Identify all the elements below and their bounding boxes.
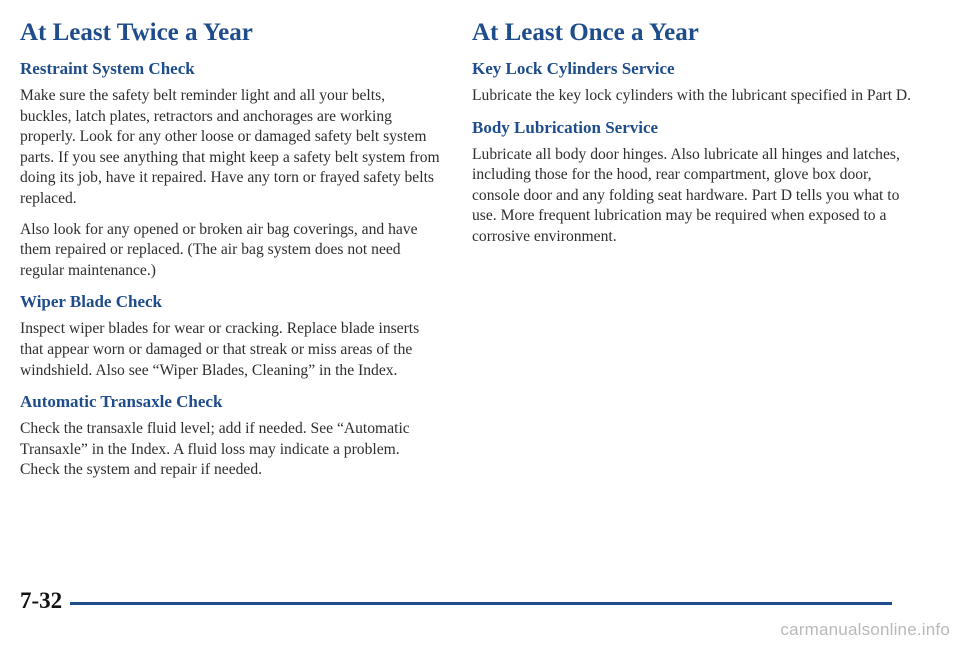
paragraph: Lubricate all body door hinges. Also lubricate all hinges and latches, including those for the hood, rear compartment, glove box door, console door and any folding seat hardware. Part D tells you what to use. More frequent lubrication may be required when exposed to a corrosive environment.	[472, 145, 900, 245]
section-title-wiper: Wiper Blade Check	[20, 292, 162, 312]
key-lock-section	[472, 58, 912, 107]
section-title-body-lubrication: Body Lubrication Service	[472, 117, 659, 137]
section-title-transaxle: Automatic Transaxle Check	[20, 392, 223, 412]
paragraph: Lubricate the key lock cylinders with the lubricant specified in Part D.	[472, 87, 912, 104]
right-column	[472, 18, 912, 258]
page-number: 7-32	[20, 588, 63, 613]
restraint-section	[20, 58, 440, 281]
section-title-key-lock: Key Lock Cylinders Service	[472, 59, 675, 78]
paragraph: Inspect wiper blades for wear or cracking. Replace blade inserts that appear worn or damaged or that streak or miss areas of the windshield. Also see “Wiper Blades, Cleaning” in the Index.	[20, 320, 420, 379]
footer-rule	[70, 602, 892, 605]
section-title-restraint: Restraint System Check	[20, 59, 195, 78]
paragraph: Check the transaxle fluid level; add if needed. See “Automatic Transaxle” in the Index. A fluid loss may indicate a problem. Check the system and repair if needed.	[20, 420, 410, 479]
watermark: carmanualsonline.info	[780, 620, 950, 639]
left-column	[20, 18, 440, 491]
page-footer	[20, 584, 892, 618]
right-heading: At Least Once a Year	[472, 19, 699, 46]
paragraph: Make sure the safety belt reminder light and all your belts, buckles, latch plates, retractors and anchorages are working properly. Look for any other loose or damaged safety belt system parts. If you see anything that might keep a safety belt system from doing its job, have it repaired. Have any torn or frayed safety belts replaced.	[20, 87, 440, 207]
wiper-section	[20, 291, 440, 381]
body-lubrication-section	[472, 117, 912, 248]
paragraph: Also look for any opened or broken air bag coverings, and have them repaired or replaced. (The air bag system does not need regular maintenance.)	[20, 220, 418, 279]
transaxle-section	[20, 391, 440, 481]
left-heading: At Least Twice a Year	[20, 19, 253, 46]
